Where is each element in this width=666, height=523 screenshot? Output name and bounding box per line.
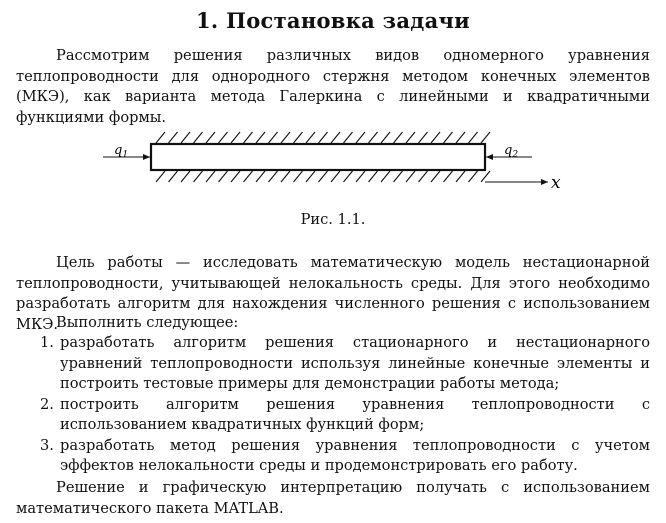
hatch-mark: [294, 171, 303, 182]
rod: [151, 144, 485, 170]
hatch-mark: [306, 171, 315, 182]
hatch-mark: [169, 171, 178, 182]
hatch-mark: [331, 171, 340, 182]
hatch-mark: [356, 132, 365, 143]
intro-paragraph: Рассмотрим решения различных видов одномерного уравнения теплопроводности для однородного стержня методом конечных элементов (МКЭ), как варианта метода Галеркина с линейными и квадратичными функциями формы.: [16, 47, 650, 126]
hatch-mark: [431, 171, 440, 182]
top-hatching: [156, 132, 490, 143]
hatch-mark: [356, 171, 365, 182]
hatch-mark: [231, 132, 240, 143]
hatch-mark: [256, 132, 265, 143]
hatch-mark: [231, 171, 240, 182]
task-number: 3.: [40, 436, 54, 454]
task-item: [16, 395, 650, 436]
hatch-mark: [219, 171, 228, 182]
closing-paragraph: Решение и графическую интерпретацию получать с использованием математического пакета MATLAB.: [16, 479, 650, 517]
task-item: [16, 333, 650, 395]
hatch-mark: [331, 132, 340, 143]
hatch-mark: [481, 132, 490, 143]
hatch-mark: [381, 132, 390, 143]
hatch-mark: [444, 171, 453, 182]
hatch-mark: [244, 171, 253, 182]
hatch-mark: [456, 171, 465, 182]
section-title: 1. Постановка задачи: [195, 8, 471, 33]
hatch-mark: [406, 171, 415, 182]
task-list: [16, 333, 650, 477]
hatch-mark: [281, 171, 290, 182]
x-axis-label: x: [551, 173, 561, 192]
hatch-mark: [369, 132, 378, 143]
rod-figure: [100, 126, 580, 192]
task-text: разработать алгоритм решения стационарного и нестационарного уравнений теплопроводности используя линейные конечные элементы и построить тестовые примеры для демонстрации работы метода;: [60, 334, 650, 392]
hatch-mark: [456, 132, 465, 143]
hatch-mark: [319, 171, 328, 182]
figure-caption: Рис. 1.1.: [300, 211, 366, 228]
hatch-mark: [444, 132, 453, 143]
hatch-mark: [244, 132, 253, 143]
hatch-mark: [431, 132, 440, 143]
hatch-mark: [344, 171, 353, 182]
hatch-mark: [169, 132, 178, 143]
hatch-mark: [344, 132, 353, 143]
hatch-mark: [469, 171, 478, 182]
hatch-mark: [306, 132, 315, 143]
hatch-mark: [181, 132, 190, 143]
task-number: 2.: [40, 395, 54, 413]
tasks-intro: Выполнить следующее:: [56, 314, 239, 331]
hatch-mark: [256, 171, 265, 182]
hatch-mark: [194, 171, 203, 182]
hatch-mark: [281, 132, 290, 143]
hatch-mark: [406, 132, 415, 143]
q2-label: $q_2$: [504, 143, 519, 160]
hatch-mark: [319, 132, 328, 143]
task-number: 1.: [40, 334, 54, 351]
q1-label: $q_1$: [114, 143, 129, 160]
hatch-mark: [194, 132, 203, 143]
hatch-mark: [206, 132, 215, 143]
hatch-mark: [394, 132, 403, 143]
hatch-mark: [369, 171, 378, 182]
hatch-mark: [469, 132, 478, 143]
hatch-mark: [219, 132, 228, 143]
hatch-mark: [419, 132, 428, 143]
hatch-mark: [269, 171, 278, 182]
hatch-mark: [156, 171, 165, 182]
goal-paragraph: Цель работы — исследовать математическую модель нестационарной теплопроводности, учитывающей нелокальность среды. Для этого необходимо разработать алгоритм для нахождения численного решения с использованием МКЭ.: [16, 254, 650, 333]
task-text: построить алгоритм решения уравнения теплопроводности с использованием квадратичных функций форм;: [60, 395, 650, 433]
hatch-mark: [481, 171, 490, 182]
task-item: [16, 436, 650, 477]
bottom-hatching: [156, 171, 490, 182]
hatch-mark: [269, 132, 278, 143]
task-text: разработать метод решения уравнения теплопроводности с учетом эффектов нелокальности среды и продемонстрировать его работу.: [60, 436, 650, 474]
hatch-mark: [206, 171, 215, 182]
hatch-mark: [181, 171, 190, 182]
hatch-mark: [419, 171, 428, 182]
hatch-mark: [381, 171, 390, 182]
hatch-mark: [394, 171, 403, 182]
hatch-mark: [156, 132, 165, 143]
hatch-mark: [294, 132, 303, 143]
